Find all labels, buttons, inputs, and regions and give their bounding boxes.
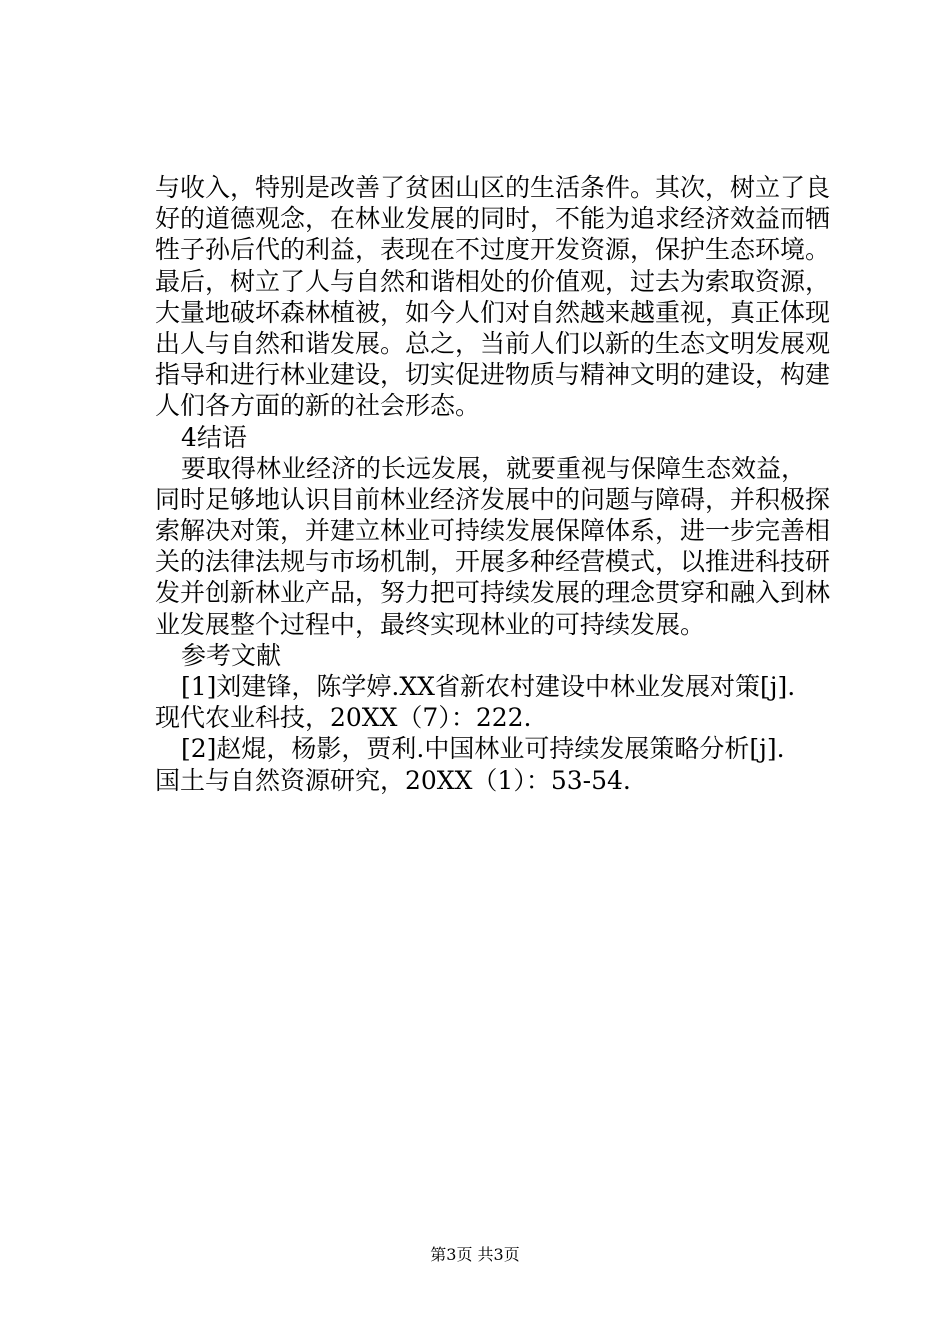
paragraph-line: 同时足够地认识目前林业经济发展中的问题与障碍，并积极探 (155, 484, 831, 514)
reference-line: [1]刘建锋，陈学婷.XX省新农村建设中林业发展对策[j]. (181, 672, 796, 701)
paragraph-line: 索解决对策，并建立林业可持续发展保障体系，进一步完善相 (155, 516, 831, 546)
paragraph-line: 牲子孙后代的利益，表现在不过度开发资源，保护生态环境。 (155, 235, 831, 265)
references-heading: 参考文献 (181, 640, 282, 670)
reference-line: 国土与自然资源研究，20XX（1）：53-54. (155, 765, 631, 795)
page-footer (0, 1245, 950, 1265)
reference-item (155, 671, 805, 733)
reference-line: 现代农业科技，20XX（7）：222. (155, 703, 532, 733)
reference-item (155, 733, 805, 795)
paragraph-line: 好的道德观念，在林业发展的同时，不能为追求经济效益而牺 (155, 204, 831, 234)
paragraph-line: 关的法律法规与市场机制，开展多种经营模式，以推进科技研 (155, 547, 831, 577)
paragraph-line: 业发展整个过程中，最终实现林业的可持续发展。 (155, 609, 706, 639)
page-body (155, 172, 831, 796)
body-paragraph (155, 172, 831, 422)
paragraph-line: 与收入，特别是改善了贫困山区的生活条件。其次，树立了良 (155, 173, 831, 202)
section-heading: 4结语 (181, 422, 247, 452)
paragraph-line: 最后，树立了人与自然和谐相处的价值观，过去为索取资源， (155, 266, 831, 296)
paragraph-line: 大量地破坏森林植被，如今人们对自然越来越重视，真正体现 (155, 297, 831, 327)
reference-line: [2]赵焜，杨影，贾利.中国林业可持续发展策略分析[j]. (181, 734, 785, 764)
conclusion-paragraph (155, 453, 831, 640)
page-number: 第3页 共3页 (430, 1245, 520, 1264)
paragraph-line: 指导和进行林业建设，切实促进物质与精神文明的建设，构建 (155, 360, 831, 390)
paragraph-line: 出人与自然和谐发展。总之，当前人们以新的生态文明发展观 (155, 328, 831, 358)
paragraph-line: 发并创新林业产品，努力把可持续发展的理念贯穿和融入到林 (155, 578, 831, 608)
paragraph-line: 人们各方面的新的社会形态。 (155, 391, 481, 421)
reference-list (155, 671, 805, 796)
paragraph-line: 要取得林业经济的长远发展，就要重视与保障生态效益， (181, 453, 807, 483)
